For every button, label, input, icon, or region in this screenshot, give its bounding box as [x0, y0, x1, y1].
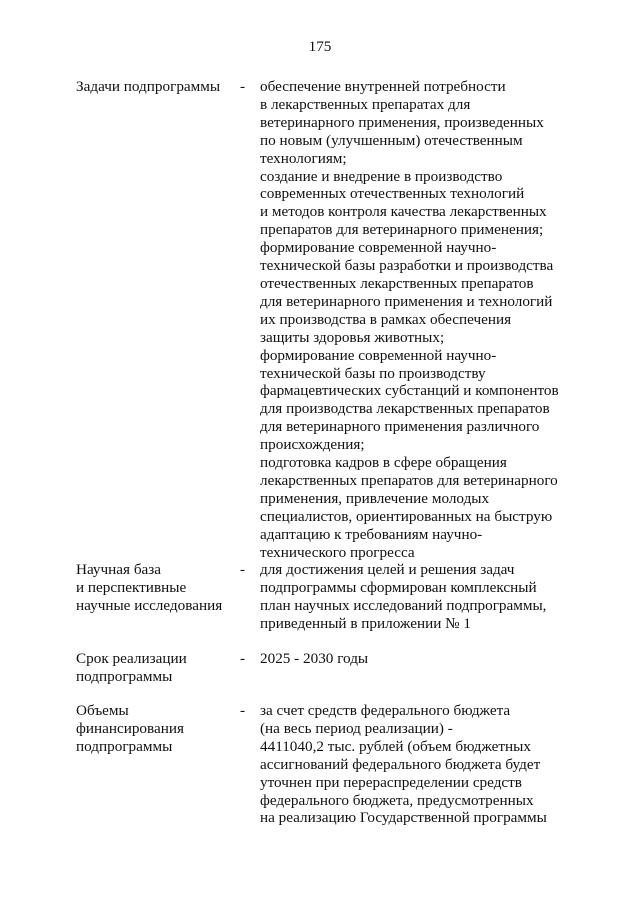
value-line: 2025 - 2030 годы [260, 650, 369, 667]
row-label [76, 561, 236, 615]
value-line: (на весь период реализации) - [260, 719, 453, 737]
value-line: за счет средств федерального бюджета [260, 702, 511, 719]
value-line: по новым (улучшенным) отечественным [260, 131, 523, 149]
value-line: происхождения; [260, 436, 365, 454]
value-line: отечественных лекарственных препаратов [260, 274, 534, 292]
value-line: современных отечественных технологий [260, 185, 525, 203]
value-line: подпрограммы сформирован комплексный [260, 578, 537, 596]
value-line: формирование современной научно- [260, 239, 497, 257]
value-line: уточнен при перераспределении средств [260, 773, 522, 791]
value-line: применения, привлечение молодых [260, 489, 490, 507]
value-line: фармацевтических субстанций и компонентов [260, 382, 559, 400]
value-line: специалистов, ориентированных на быструю [260, 507, 553, 525]
label-line: Объемы [76, 702, 129, 719]
value-line: формирование современной научно- [260, 346, 497, 364]
value-line: препаратов для ветеринарного применения; [260, 221, 544, 239]
row-label [76, 650, 236, 686]
value-line: лекарственных препаратов для ветеринарного [260, 471, 558, 489]
value-line: ассигнований федерального бюджета будет [260, 755, 541, 773]
value-line: и методов контроля качества лекарственных [260, 203, 547, 221]
row-value [260, 650, 600, 668]
row-value [260, 702, 600, 827]
value-line: адаптацию к требованиям научно- [260, 525, 483, 543]
label-line: научные исследования [76, 596, 223, 614]
value-line: 4411040,2 тыс. рублей (объем бюджетных [260, 737, 531, 755]
dash-separator: - [240, 702, 246, 719]
value-line: федерального бюджета, предусмотренных [260, 791, 534, 809]
value-line: план научных исследований подпрограммы, [260, 596, 547, 614]
dash-separator: - [240, 650, 246, 667]
row-label [76, 78, 236, 96]
value-line: технологиям; [260, 149, 347, 167]
row-label [76, 702, 236, 756]
value-line: подготовка кадров в сфере обращения [260, 454, 507, 472]
value-line: на реализацию Государственной программы [260, 809, 547, 827]
page-number: 175 [308, 38, 332, 55]
label-line: подпрограммы [76, 737, 173, 755]
row-value [260, 78, 600, 561]
value-line: в лекарственных препаратах для [260, 95, 471, 113]
value-line: ветеринарного применения, произведенных [260, 113, 544, 131]
label-line: подпрограммы [76, 667, 173, 685]
value-line: создание и внедрение в производство [260, 167, 503, 185]
dash-separator: - [240, 78, 246, 95]
value-line: технической базы разработки и производства [260, 257, 554, 275]
value-line: технического прогресса [260, 543, 415, 561]
value-line: для достижения целей и решения задач [260, 561, 515, 578]
label-line: финансирования [76, 719, 184, 737]
value-line: для ветеринарного применения различного [260, 418, 540, 436]
label-line: Научная база [76, 561, 162, 578]
value-line: приведенный в приложении № 1 [260, 614, 472, 632]
value-line: для ветеринарного применения и технологий [260, 292, 553, 310]
dash-separator: - [240, 561, 246, 578]
label-line: и перспективные [76, 578, 187, 596]
label-line: Срок реализации [76, 650, 187, 667]
value-line: обеспечение внутренней потребности [260, 78, 506, 95]
value-line: их производства в рамках обеспечения [260, 310, 512, 328]
row-value [260, 561, 600, 633]
value-line: для производства лекарственных препаратов [260, 400, 550, 418]
label-line: Задачи подпрограммы [76, 78, 221, 95]
value-line: технической базы по производству [260, 364, 486, 382]
value-line: защиты здоровья животных; [260, 328, 445, 346]
